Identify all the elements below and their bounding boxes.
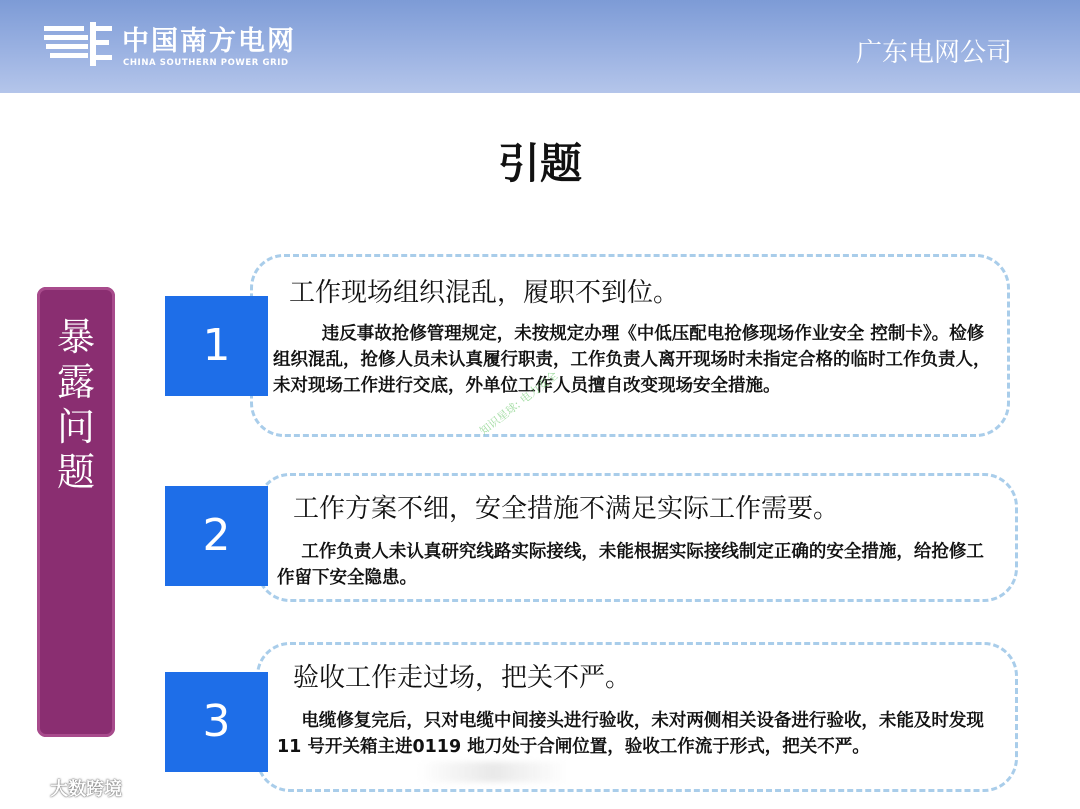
- page-title: 引题: [497, 139, 582, 188]
- issue-heading-1: 工作现场组织混乱，履职不到位。: [289, 278, 680, 308]
- issue-heading-2: 工作方案不细，安全措施不满足实际工作需要。: [293, 494, 840, 524]
- issue-number-2: 2: [165, 486, 268, 586]
- issue-body-2: 工作负责人未认真研究线路实际接线，未能根据实际接线制定正确的安全措施，给抢修工作留下安全隐患。: [277, 542, 984, 588]
- header-bar: [0, 0, 1080, 93]
- side-char-4: 题: [56, 450, 95, 494]
- grid-stripes-logo-icon: [44, 20, 114, 68]
- side-label-panel: [37, 287, 115, 737]
- faint-watermark: 知识星球: 电力安全: [477, 368, 561, 438]
- side-label-text: [37, 315, 115, 495]
- issue-body-1: 违反事故抢修管理规定，未按规定办理《中低压配电抢修现场作业安全 控制卡》。检修组织混乱，抢修人员未认真履行职责，工作负责人离开现场时未指定合格的临时工作负责人，未对现场工作进行交底，外单位工作人员擅自改变现场安全措施。: [273, 324, 991, 396]
- footer-watermark: [6, 775, 122, 801]
- watermark-logo-icon: [6, 777, 46, 799]
- footer-watermark-text: 大数跨境: [50, 779, 122, 800]
- side-char-1: 暴: [56, 315, 95, 359]
- blurred-region: [418, 762, 568, 782]
- company-name: 广东电网公司: [855, 38, 1012, 68]
- side-char-2: 露: [56, 360, 95, 404]
- issue-number-1: 1: [165, 296, 268, 396]
- issue-heading-3: 验收工作走过场，把关不严。: [293, 663, 632, 693]
- logo-english-text: CHINA SOUTHERN POWER GRID: [123, 58, 289, 68]
- logo-chinese-text: 中国南方电网: [122, 26, 296, 57]
- issue-body-3: 电缆修复完后，只对电缆中间接头进行验收，未对两侧相关设备进行验收，未能及时发现11 号开关箱主进0119 地刀处于合闸位置，验收工作流于形式，把关不严。: [277, 711, 984, 757]
- issue-number-3: 3: [165, 672, 268, 772]
- side-char-3: 问: [56, 405, 95, 449]
